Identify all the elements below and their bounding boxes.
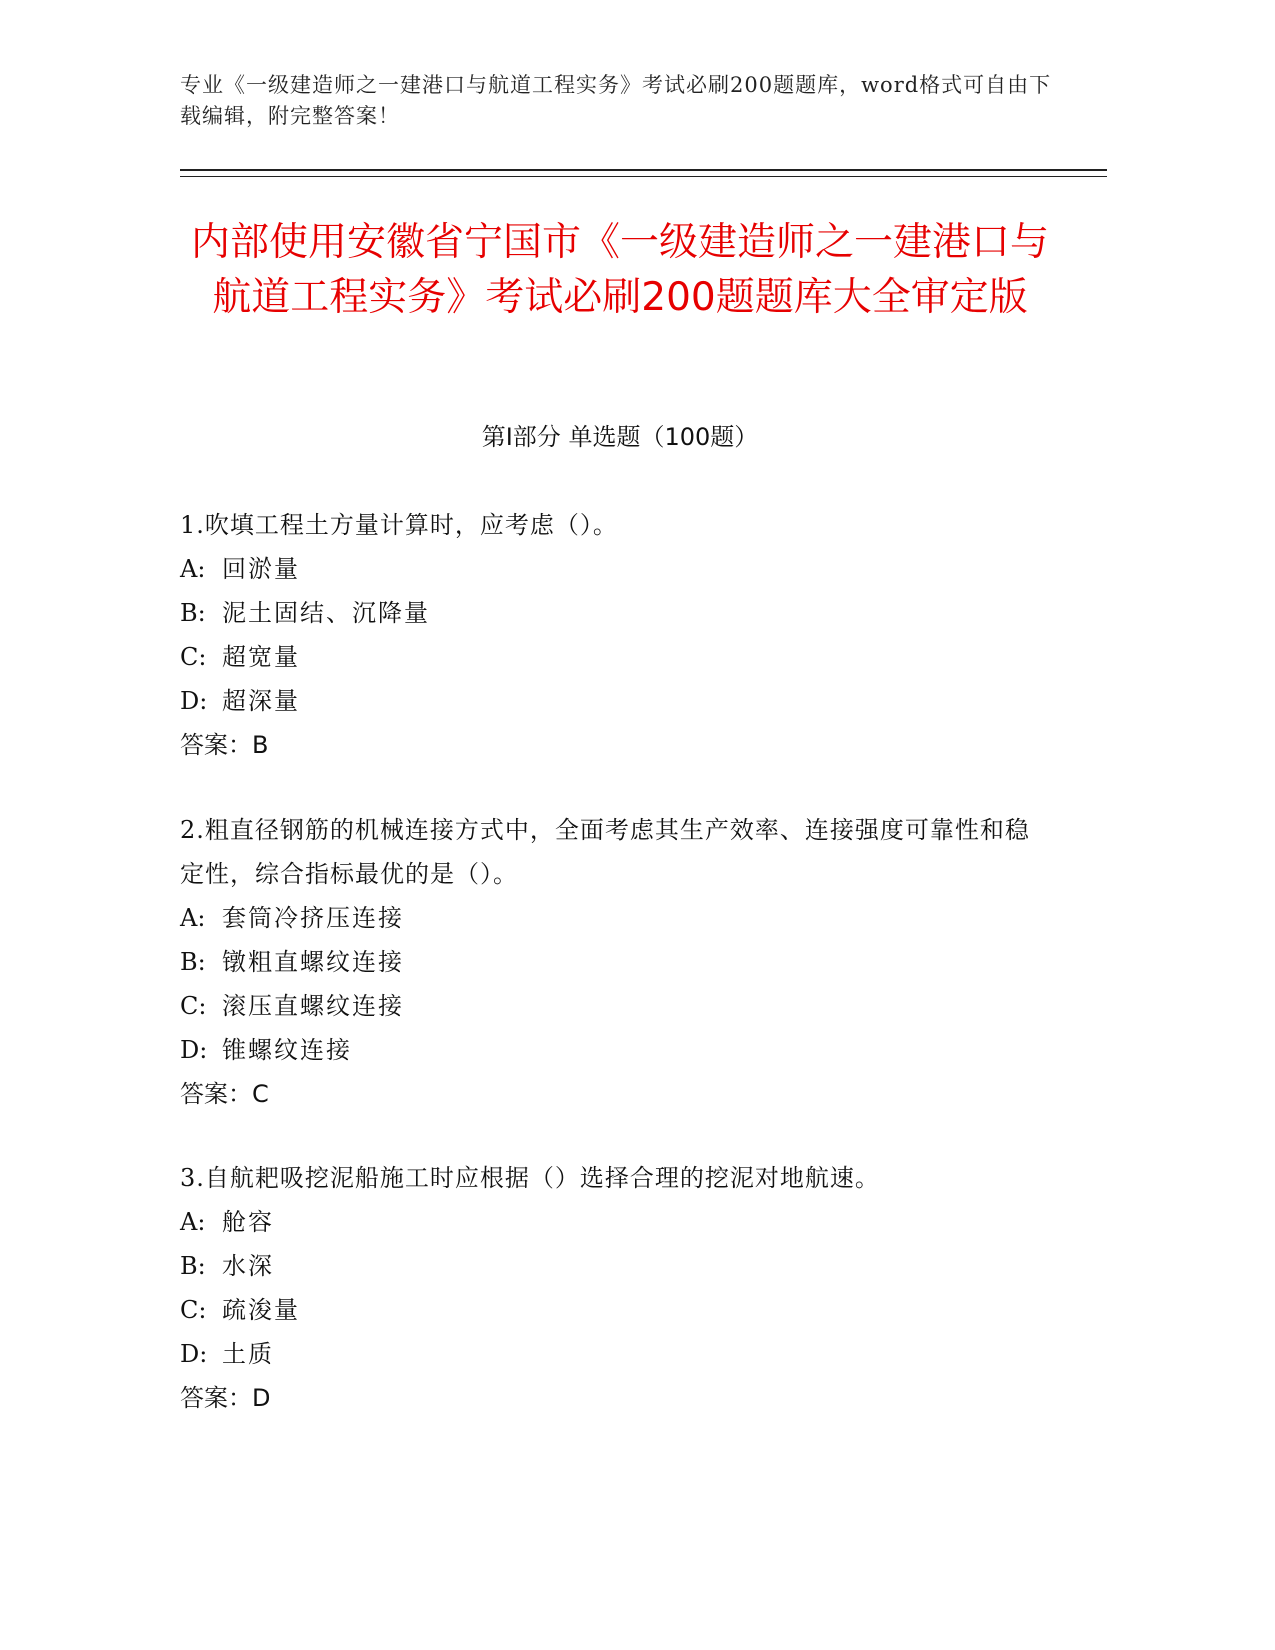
section-heading: 第Ⅰ部分 单选题（100题） [481,423,759,451]
option-a [180,1200,1040,1244]
option-key: B: [180,1252,206,1280]
option-key: A: [180,1208,206,1236]
answer-line: 答案：D [180,1384,271,1412]
option-text: 水深 [222,1252,274,1280]
option-text: 土质 [222,1340,274,1368]
option-d [180,1332,1040,1376]
option-key: C: [180,643,207,671]
option-text: 套筒冷挤压连接 [222,904,404,932]
option-d [180,1028,1040,1072]
option-text: 超宽量 [222,643,300,671]
header-divider-thin [180,176,1107,177]
option-b [180,940,1040,984]
option-key: D: [180,1340,208,1368]
option-key: A: [180,555,206,583]
option-key: D: [180,687,208,715]
option-c [180,635,1040,679]
option-text: 疏浚量 [222,1296,300,1324]
question-3 [180,1156,1040,1420]
option-text: 回淤量 [222,555,300,583]
question-stem: 2.粗直径钢筋的机械连接方式中，全面考虑其生产效率、连接强度可靠性和稳定性，综合指标最优的是（）。 [180,816,1030,888]
header-divider-thick [180,169,1107,171]
option-a [180,547,1040,591]
question-stem: 1.吹填工程土方量计算时，应考虑（）。 [180,511,618,539]
question-stem: 3.自航耙吸挖泥船施工时应根据（）选择合理的挖泥对地航速。 [180,1164,880,1192]
option-text: 滚压直螺纹连接 [222,992,404,1020]
option-key: B: [180,599,206,627]
option-d [180,679,1040,723]
option-text: 泥土固结、沉降量 [222,599,430,627]
option-a [180,896,1040,940]
option-c [180,1288,1040,1332]
option-key: B: [180,948,206,976]
option-text: 舱容 [222,1208,274,1236]
option-text: 镦粗直螺纹连接 [222,948,404,976]
option-key: C: [180,1296,207,1324]
option-key: D: [180,1036,208,1064]
answer-line: 答案：B [180,731,269,759]
answer-line: 答案：C [180,1080,269,1108]
question-2 [180,808,1040,1116]
document-title: 内部使用安徽省宁国市《一级建造师之一建港口与航道工程实务》考试必刷200题题库大全审定版 [190,220,1049,320]
option-c [180,984,1040,1028]
option-text: 超深量 [222,687,300,715]
header-note: 专业《一级建造师之一建港口与航道工程实务》考试必刷200题题库，word格式可自由下载编辑，附完整答案！ [180,73,1052,128]
option-key: A: [180,904,206,932]
option-text: 锥螺纹连接 [222,1036,352,1064]
question-1 [180,503,1040,767]
option-b [180,1244,1040,1288]
option-key: C: [180,992,207,1020]
option-b [180,591,1040,635]
